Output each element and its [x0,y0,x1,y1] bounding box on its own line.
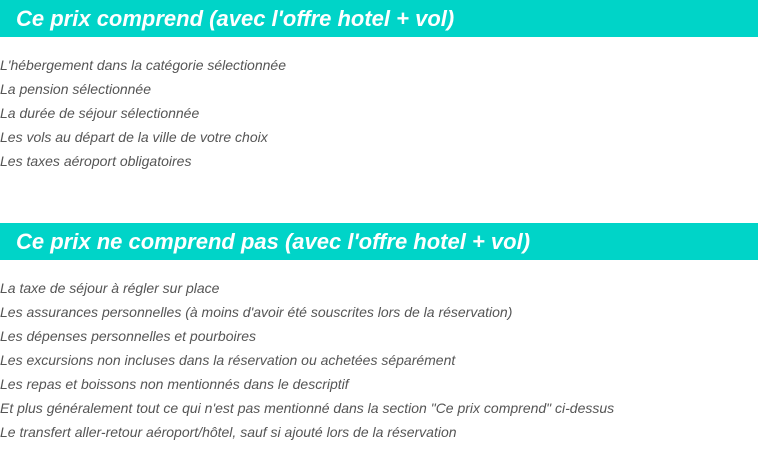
list-item: Les assurances personnelles (à moins d'avoir été souscrites lors de la réservation) [0,304,513,320]
excludes-section-title: Ce prix ne comprend pas (avec l'offre hotel + vol) [0,223,758,260]
list-item: Le transfert aller-retour aéroport/hôtel, sauf si ajouté lors de la réservation [0,424,457,440]
list-item: La durée de séjour sélectionnée [0,105,200,121]
list-item: La pension sélectionnée [0,81,152,97]
list-item: Les taxes aéroport obligatoires [0,153,192,169]
list-item: L'hébergement dans la catégorie sélectionnée [0,57,286,73]
excludes-list [0,276,614,444]
includes-section-title: Ce prix comprend (avec l'offre hotel + vol) [0,0,758,37]
list-item: Les repas et boissons non mentionnés dans le descriptif [0,376,349,392]
list-item: La taxe de séjour à régler sur place [0,280,220,296]
list-item: Les dépenses personnelles et pourboires [0,328,257,344]
list-item: Les excursions non incluses dans la réservation ou achetées séparément [0,352,456,368]
includes-list [0,53,286,173]
list-item: Et plus généralement tout ce qui n'est pas mentionné dans la section "Ce prix comprend" ci-dessus [0,400,615,416]
list-item: Les vols au départ de la ville de votre choix [0,129,268,145]
